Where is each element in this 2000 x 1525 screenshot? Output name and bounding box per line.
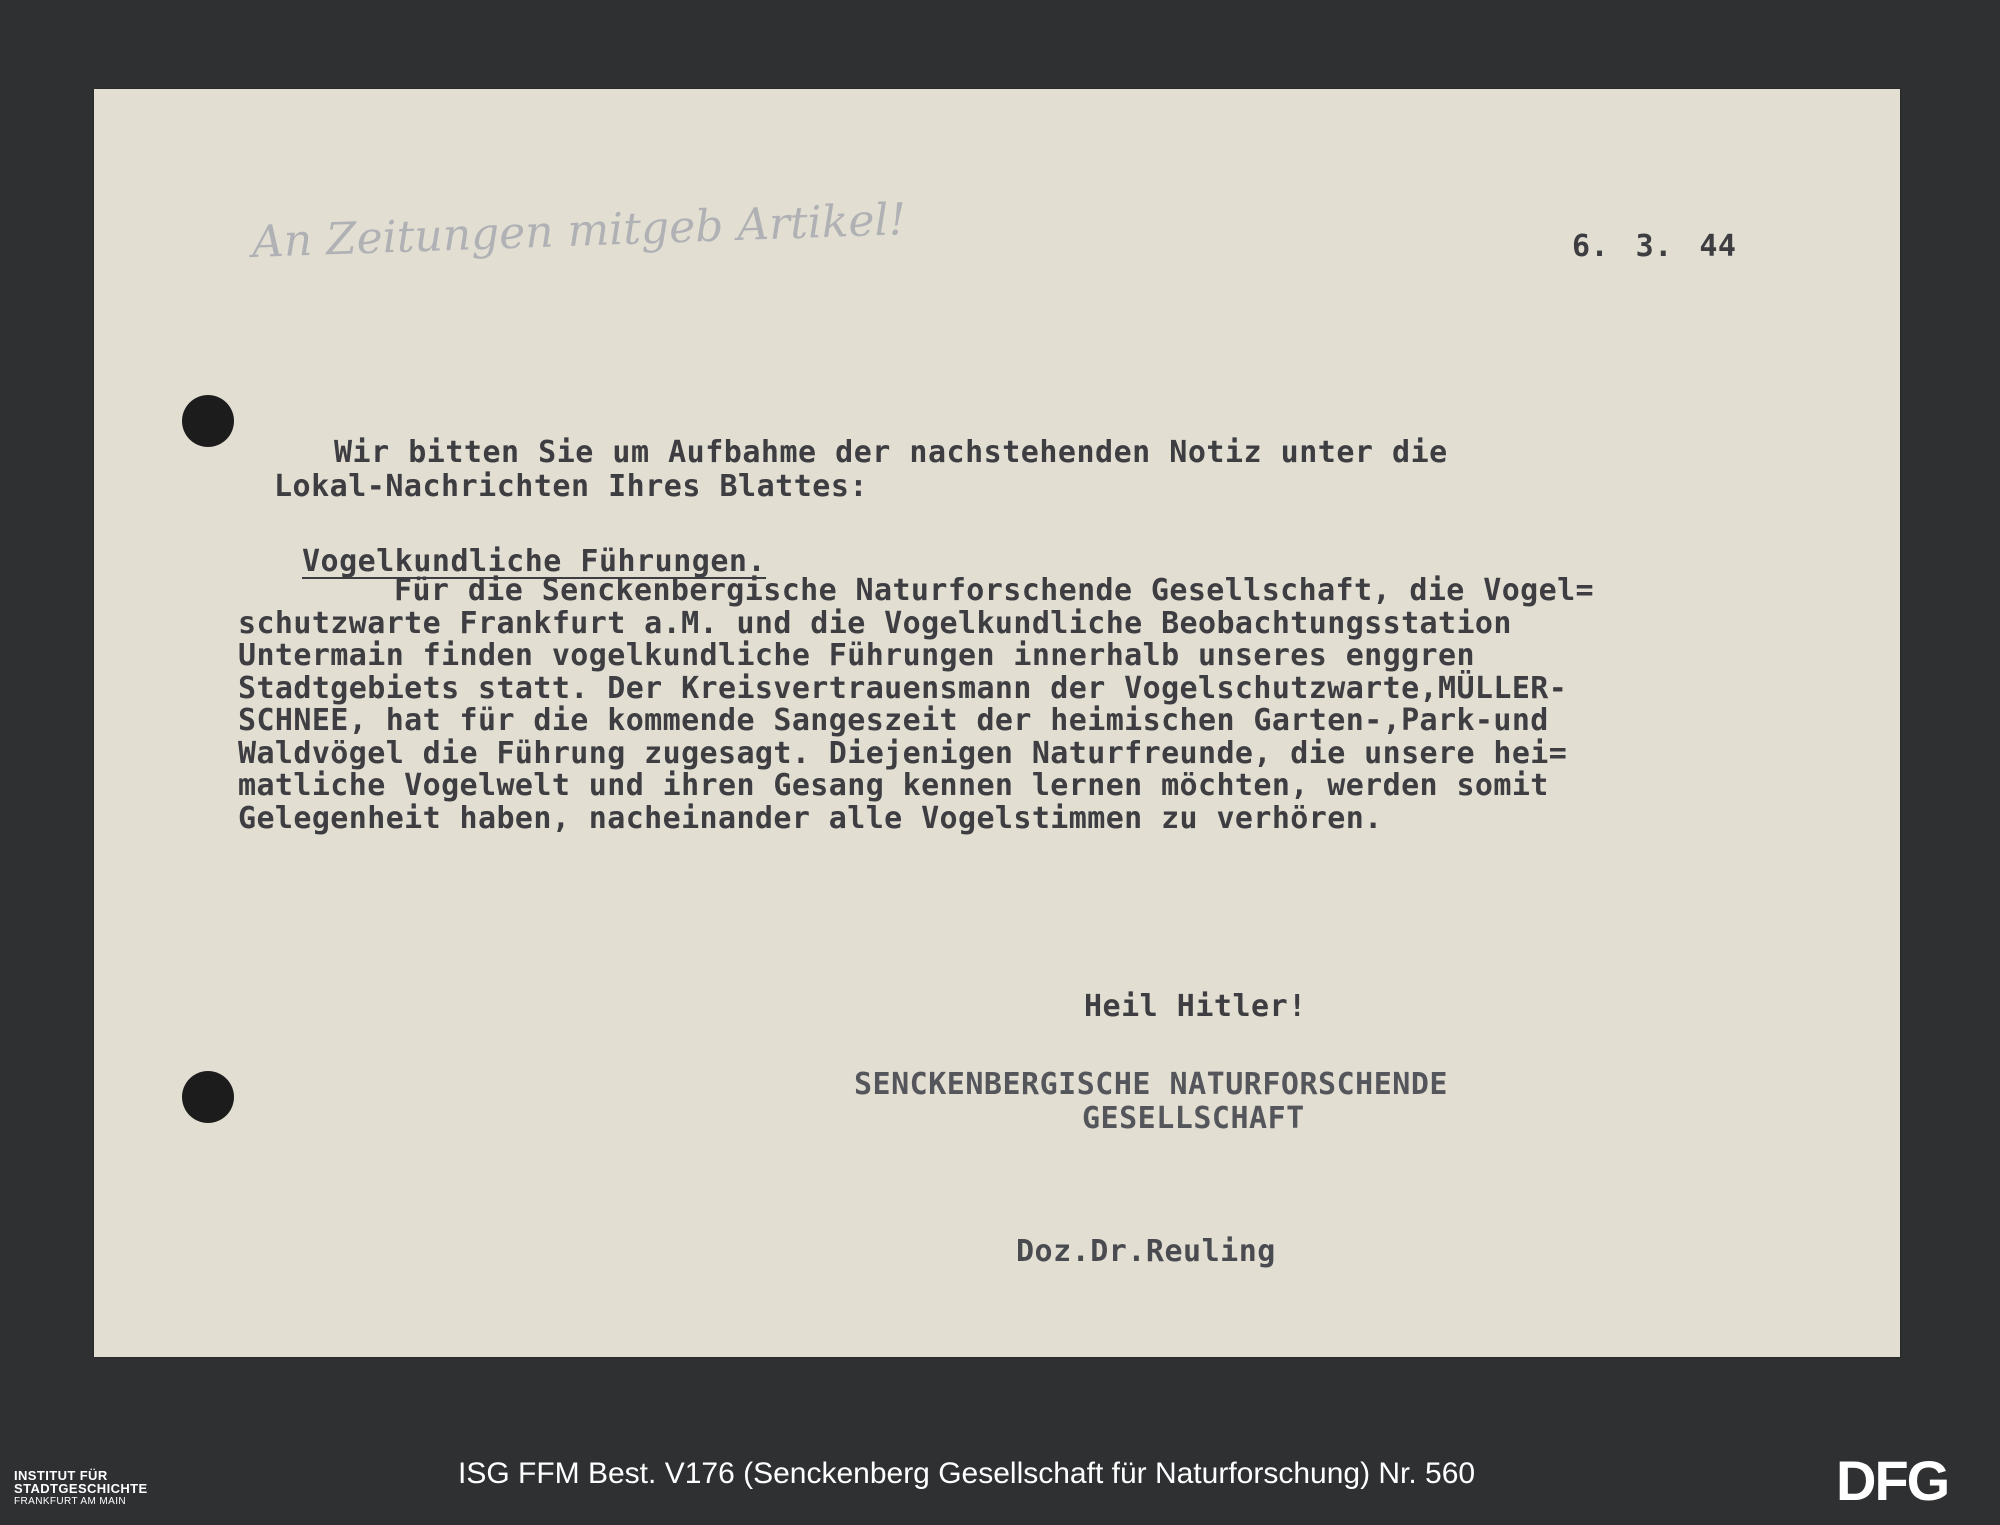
- punch-hole: [182, 395, 234, 447]
- body-line: Waldvögel die Führung zugesagt. Diejenigen Naturfreunde, die unsere hei=: [238, 735, 1568, 771]
- institute-logo: [14, 1469, 148, 1508]
- body-line: Gelegenheit haben, nacheinander alle Vogelstimmen zu verhören.: [238, 800, 1383, 836]
- letter-sheet: [94, 89, 1900, 1357]
- handwritten-note: An Zeitungen mitgeb Artikel!: [251, 194, 908, 268]
- organization-name: SENCKENBERGISCHE NATURFORSCHENDE: [854, 1067, 1448, 1102]
- intro-line: Lokal-Nachrichten Ihres Blattes:: [274, 469, 868, 504]
- salutation: Heil Hitler!: [1084, 989, 1307, 1024]
- body-line: Für die Senckenbergische Naturforschende Gesellschaft, die Vogel=: [394, 573, 1594, 608]
- intro-line: Wir bitten Sie um Aufbahme der nachstehenden Notiz unter die: [334, 435, 1448, 470]
- body-line: Untermain finden vogelkundliche Führungen innerhalb unseres enggren: [238, 638, 1475, 673]
- archive-footer: [0, 1433, 2000, 1525]
- body-line: matliche Vogelwelt und ihren Gesang kennen lernen möchten, werden somit: [238, 768, 1549, 803]
- punch-hole: [182, 1071, 234, 1123]
- signature: Doz.Dr.Reuling: [1016, 1234, 1276, 1269]
- letter-date: 6. 3. 44: [1572, 229, 1737, 264]
- organization-name: GESELLSCHAFT: [1082, 1101, 1305, 1136]
- body-line: schutzwarte Frankfurt a.M. und die Vogelkundliche Beobachtungsstation: [238, 605, 1512, 641]
- archive-citation: ISG FFM Best. V176 (Senckenberg Gesellschaft für Naturforschung) Nr. 560: [458, 1457, 1476, 1490]
- institute-name: INSTITUT FÜR: [14, 1468, 108, 1483]
- notice-body: [238, 575, 1888, 835]
- notice-heading: Vogelkundliche Führungen.: [302, 544, 767, 579]
- body-line: Stadtgebiets statt. Der Kreisvertrauensmann der Vogelschutzwarte,MÜLLER-: [238, 670, 1568, 706]
- institute-name: STADTGESCHICHTE: [14, 1481, 148, 1496]
- body-line: SCHNEE, hat für die kommende Sangeszeit der heimischen Garten-,Park-und: [238, 703, 1549, 738]
- institute-city: FRANKFURT AM MAIN: [14, 1496, 126, 1507]
- dfg-logo: DFG: [1836, 1449, 1949, 1512]
